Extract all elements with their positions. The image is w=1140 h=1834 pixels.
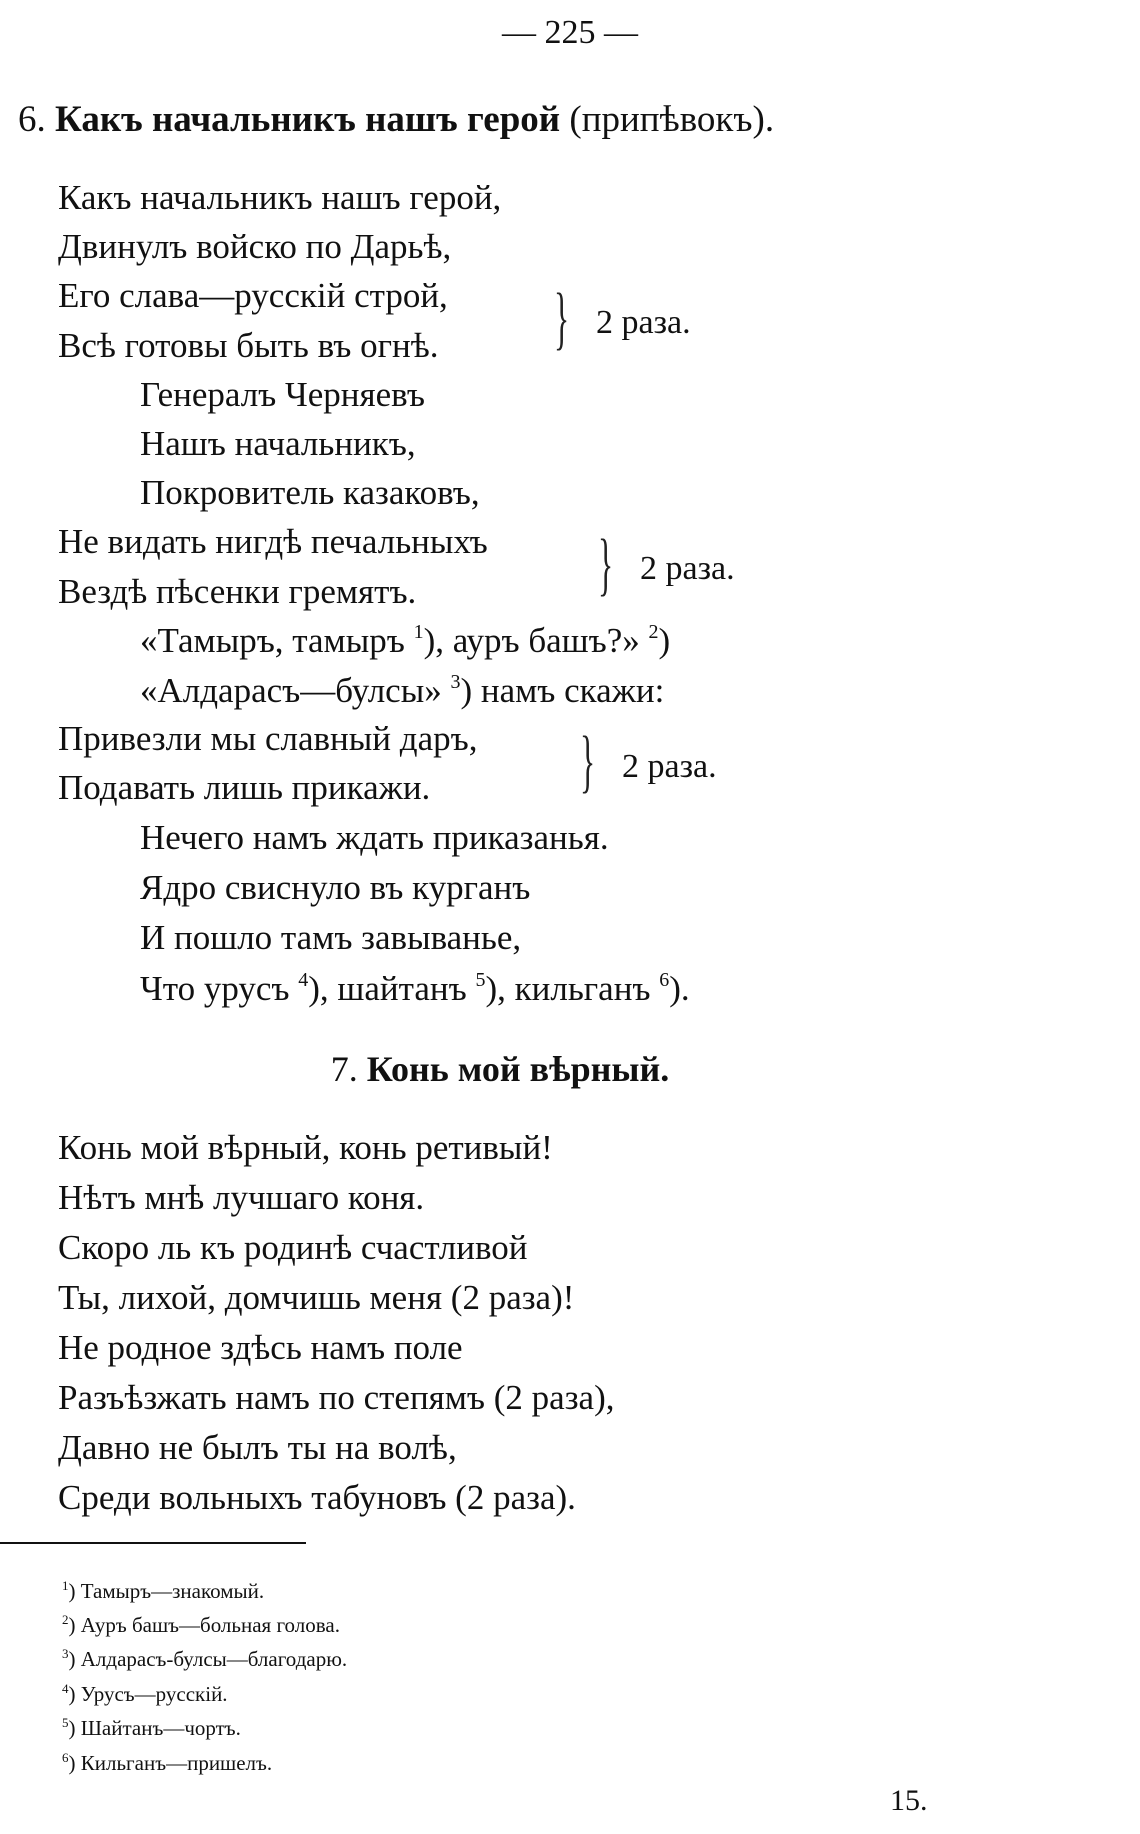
refrain-label-1: 2 раза. — [596, 304, 691, 341]
song-7-heading — [0, 1048, 1000, 1090]
line-10-text-c: ) — [658, 621, 671, 660]
page-number: — 225 — — [502, 14, 638, 51]
signature-mark: 15. — [890, 1784, 928, 1817]
footnote-2 — [62, 1612, 340, 1638]
song-7-number: 7. — [330, 1049, 358, 1089]
footnote-5-text: ) Шайтанъ—чортъ. — [68, 1716, 241, 1740]
footnote-6-mark: 6 — [62, 1750, 69, 1765]
line-11-text-a: «Алдарасъ—булсы» — [140, 671, 442, 710]
song-7-line-7: Давно не былъ ты на волѣ, — [58, 1428, 457, 1467]
song-6-line-6: Нашъ начальникъ, — [140, 424, 416, 463]
song-6-heading — [18, 98, 774, 141]
footnote-mark-3: 3 — [450, 671, 461, 693]
song-6-subtitle: (припѣвокъ). — [569, 99, 775, 140]
footnote-mark-2: 2 — [648, 621, 659, 643]
line-11-text-b: ) намъ скажи: — [460, 671, 665, 710]
song-7-line-2: Нѣтъ мнѣ лучшаго коня. — [58, 1178, 425, 1217]
footnote-mark-4: 4 — [298, 969, 309, 991]
line-17-text-c: ), кильганъ — [485, 969, 651, 1008]
song-6-line-8: Не видать нигдѣ печальныхъ — [58, 522, 488, 561]
refrain-label-2: 2 раза. — [640, 550, 735, 587]
song-6-line-16: И пошло тамъ завыванье, — [140, 918, 522, 957]
song-7-line-5: Не родное здѣсь намъ поле — [58, 1328, 463, 1367]
song-6-number: 6. — [18, 99, 46, 140]
song-6-line-14: Нечего намъ ждать приказанья. — [140, 818, 609, 857]
footnote-6 — [62, 1750, 272, 1776]
song-6-line-11 — [140, 672, 664, 708]
footnote-divider — [0, 1542, 306, 1544]
refrain-brace-3: } — [580, 723, 596, 800]
footnote-1 — [62, 1578, 264, 1604]
song-6-line-15: Ядро свиснуло въ курганъ — [140, 868, 531, 907]
song-7-line-1: Конь мой вѣрный, конь ретивый! — [58, 1128, 553, 1167]
song-7-title: Конь мой вѣрный. — [366, 1049, 670, 1089]
song-6-line-10 — [140, 622, 670, 658]
song-6-line-2: Двинулъ войско по Дарьѣ, — [58, 227, 452, 266]
song-6-line-5: Генералъ Черняевъ — [140, 375, 425, 414]
song-6-title: Какъ начальникъ нашъ герой — [55, 99, 561, 140]
footnote-1-mark: 1 — [62, 1578, 69, 1593]
song-7-line-6: Разъѣзжать намъ по степямъ (2 раза), — [58, 1378, 615, 1417]
song-7-line-8: Среди вольныхъ табуновъ (2 раза). — [58, 1478, 576, 1517]
song-7-line-3: Скоро ль къ родинѣ счастливой — [58, 1228, 528, 1267]
footnote-3-text: ) Алдарасъ-булсы—благодарю. — [68, 1647, 348, 1671]
footnote-3-mark: 3 — [62, 1646, 69, 1661]
refrain-brace-2: } — [598, 526, 614, 603]
footnote-mark-5: 5 — [475, 969, 486, 991]
song-6-line-1: Какъ начальникъ нашъ герой, — [58, 178, 502, 217]
song-6-line-4: Всѣ готовы быть въ огнѣ. — [58, 326, 439, 365]
song-7-line-4: Ты, лихой, домчишь меня (2 раза)! — [58, 1278, 575, 1317]
footnote-mark-6: 6 — [659, 969, 670, 991]
song-6-line-17 — [140, 970, 690, 1006]
footnote-mark-1: 1 — [413, 621, 424, 643]
footnote-6-text: ) Кильганъ—пришелъ. — [68, 1751, 273, 1775]
footnote-5 — [62, 1715, 241, 1741]
footnote-3 — [62, 1646, 347, 1672]
song-6-line-9: Вездѣ пѣсенки гремятъ. — [58, 572, 417, 611]
song-6-line-7: Покровитель казаковъ, — [140, 473, 480, 512]
line-10-text-b: ), ауръ башъ?» — [423, 621, 640, 660]
line-17-text-a: Что урусъ — [140, 969, 290, 1008]
footnote-2-mark: 2 — [62, 1612, 69, 1627]
refrain-brace-1: } — [554, 280, 570, 357]
footnote-1-text: ) Тамыръ—знакомый. — [68, 1579, 265, 1603]
footnote-2-text: ) Ауръ башъ—больная голова. — [68, 1613, 340, 1637]
footnote-4-mark: 4 — [62, 1681, 69, 1696]
footnote-4 — [62, 1681, 228, 1707]
footnote-5-mark: 5 — [62, 1715, 69, 1730]
song-6-line-13: Подавать лишь прикажи. — [58, 768, 431, 807]
song-6-line-3: Его слава—русскій строй, — [58, 276, 448, 315]
song-6-line-12: Привезли мы славный даръ, — [58, 719, 478, 758]
footnote-4-text: ) Урусъ—русскій. — [68, 1682, 228, 1706]
line-17-text-d: ). — [669, 969, 690, 1008]
line-10-text-a: «Тамыръ, тамыръ — [140, 621, 405, 660]
refrain-label-3: 2 раза. — [622, 748, 717, 785]
line-17-text-b: ), шайтанъ — [308, 969, 467, 1008]
